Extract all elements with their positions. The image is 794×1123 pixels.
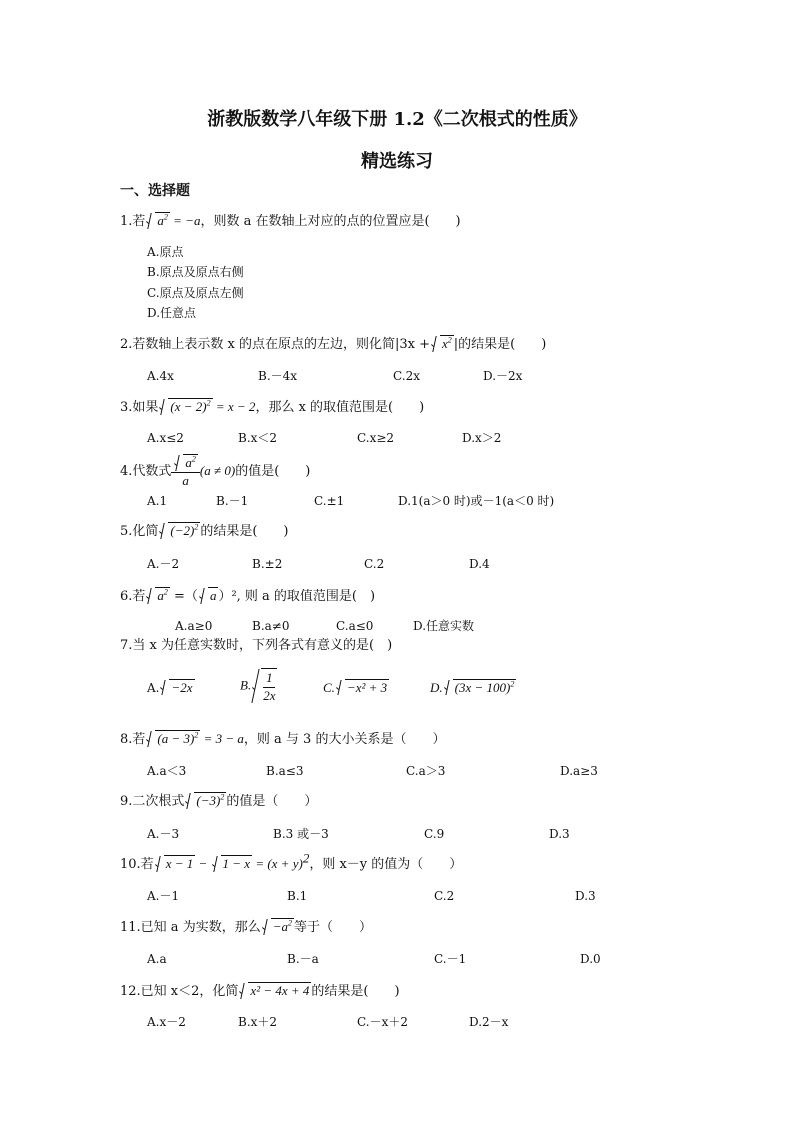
- q2-radicand: x: [442, 336, 448, 351]
- q1-sqrt: $a^2$: [146, 212, 170, 230]
- q8-prefix: 8.若: [120, 732, 146, 747]
- q10-radicand-1: x − 1: [165, 856, 194, 871]
- q8-option-c: C.a＞3: [406, 764, 446, 778]
- q2-option-d: D.－2x: [483, 369, 523, 383]
- q4-option-b: B.－1: [216, 494, 249, 508]
- q11-option-a: A.a: [147, 952, 167, 966]
- q10-sqrt-2: [212, 855, 253, 873]
- q7-option-d-radicand: (3x − 100): [454, 680, 511, 695]
- q9-suffix: 的值是（ ）: [226, 794, 318, 809]
- q1-prefix: 1.若: [120, 214, 146, 229]
- q7-option-b-numerator: 1: [263, 669, 275, 688]
- q2-option-c: C.2x: [393, 369, 420, 383]
- q9-radicand: (−3): [196, 793, 221, 808]
- q7-option-b-label: B.: [240, 677, 252, 693]
- question-9: [120, 792, 317, 811]
- q6-radicand: a: [157, 588, 164, 603]
- q6-sqrt: $a^2$: [146, 587, 170, 605]
- q5-sqrt: $(-2)^2$: [159, 522, 200, 540]
- q1-option-a: A.原点: [147, 245, 184, 259]
- q8-equation: = 3 − a: [200, 731, 244, 746]
- q12-option-c: C.－x＋2: [357, 1015, 408, 1029]
- q6-radicand-2: a: [209, 588, 217, 603]
- q3-sqrt: $(x - 2)^2$: [159, 398, 212, 416]
- q10-suffix: ，则 x－y 的值为（ ）: [309, 857, 463, 872]
- q9-prefix: 9.二次根式: [120, 794, 185, 809]
- q7-option-c-label: C.: [323, 680, 335, 695]
- document-title: 浙教版数学八年级下册 1.2《二次根式的性质》: [207, 109, 587, 130]
- q5-option-a: A.－2: [147, 557, 180, 571]
- q3-equation: = x − 2: [212, 399, 256, 414]
- q3-option-b: B.x＜2: [238, 431, 278, 445]
- q1-equation: = −a: [169, 213, 201, 228]
- question-8: [120, 730, 445, 749]
- q6-option-a: A.a≥0: [175, 619, 213, 633]
- q7-option-a: [147, 679, 195, 696]
- q6-suffix: ）², 则 a 的取值范围是( ): [218, 589, 376, 604]
- q1-option-c: C.原点及原点左侧: [147, 286, 244, 300]
- question-3: [120, 398, 424, 417]
- q4-option-d: D.1(a＞0 时)或－1(a＜0 时): [398, 494, 555, 508]
- q8-suffix: ，则 a 与 3 的大小关系是（ ）: [243, 732, 446, 747]
- q3-option-a: A.x≤2: [147, 431, 184, 445]
- q8-option-a: A.a＜3: [147, 764, 187, 778]
- q10-option-d: D.3: [575, 889, 596, 903]
- q12-sqrt: [239, 982, 311, 1000]
- q12-prefix: 12.已知 x＜2，化简: [120, 984, 239, 999]
- q5-option-d: D.4: [469, 557, 490, 571]
- q7-option-c: [323, 679, 389, 696]
- question-1: [120, 212, 461, 231]
- q4-condition: (a ≠ 0): [199, 463, 236, 478]
- document-subtitle: 精选练习: [361, 151, 433, 172]
- q3-option-c: C.x≥2: [357, 431, 395, 445]
- question-7: 7.当 x 为任意实数时，下列各式有意义的是( ): [120, 638, 393, 653]
- q7-option-c-radicand: −x² + 3: [346, 680, 388, 695]
- q7-option-a-label: A.: [147, 681, 160, 695]
- q7-option-b-sqrt: [252, 668, 277, 704]
- q1-suffix: ，则数 a 在数轴上对应的点的位置应是( ): [200, 214, 461, 229]
- q4-fraction: $\frac{a^2}{a}$: [171, 454, 200, 489]
- q7-option-d: [430, 679, 516, 696]
- question-6: [120, 587, 375, 606]
- q4-denominator: a: [182, 473, 189, 488]
- q5-radicand: (−2): [170, 523, 195, 538]
- q2-sqrt: $x^2$: [431, 335, 454, 353]
- q6-option-d: D.任意实数: [413, 619, 475, 633]
- q10-prefix: 10.若: [120, 857, 154, 872]
- q10-minus: −: [195, 856, 211, 871]
- q5-suffix: 的结果是( ): [200, 524, 289, 539]
- q4-prefix: 4.代数式: [120, 464, 172, 479]
- q9-option-c: C.9: [424, 827, 445, 841]
- q12-option-a: A.x－2: [147, 1015, 186, 1029]
- q2-option-a: A.4x: [147, 369, 174, 383]
- q7-option-a-sqrt: [160, 679, 194, 696]
- q3-suffix: ，那么 x 的取值范围是( ): [255, 400, 425, 415]
- q10-sqrt-1: [155, 855, 196, 873]
- question-12: [120, 982, 400, 1001]
- q7-option-d-sqrt: $(3x - 100)^2$: [444, 679, 517, 696]
- q3-prefix: 3.如果: [120, 400, 159, 415]
- q10-radicand-2: 1 − x: [222, 856, 251, 871]
- q2-prefix: 2.若数轴上表示数 x 的点在原点的左边，则化简|3x +: [120, 337, 431, 352]
- q9-sqrt: $(-3)^2$: [185, 792, 226, 810]
- q6-equation: =（: [169, 589, 198, 604]
- q4-option-a: A.1: [147, 494, 168, 508]
- q7-option-c-sqrt: [336, 679, 389, 696]
- q10-option-b: B.1: [287, 889, 308, 903]
- question-2: [120, 335, 546, 354]
- q9-option-b: B.3 或－3: [273, 827, 329, 841]
- q11-option-c: C.－1: [434, 952, 467, 966]
- q3-radicand: (x − 2): [170, 399, 207, 414]
- q7-option-b: [240, 668, 277, 704]
- q6-prefix: 6.若: [120, 589, 146, 604]
- q8-option-b: B.a≤3: [266, 764, 304, 778]
- question-11: [120, 918, 372, 937]
- q4-suffix: 的值是( ): [235, 464, 311, 479]
- q5-option-b: B.±2: [252, 557, 283, 571]
- q3-option-d: D.x＞2: [462, 431, 502, 445]
- q4-numerator: a: [185, 455, 192, 470]
- q4-option-c: C.±1: [314, 494, 345, 508]
- q10-option-a: A.－1: [147, 889, 180, 903]
- q1-option-d: D.任意点: [147, 306, 197, 320]
- q12-radicand: x² − 4x + 4: [250, 983, 310, 998]
- q7-option-b-denominator: 2x: [263, 688, 276, 703]
- question-5: [120, 522, 289, 541]
- q2-option-b: B.－4x: [258, 369, 298, 383]
- q11-prefix: 11.已知 a 为实数，那么: [120, 920, 261, 935]
- q2-suffix: |的结果是( ): [453, 337, 547, 352]
- q11-radicand: −a: [272, 919, 288, 934]
- q1-option-b: B.原点及原点右侧: [147, 265, 244, 279]
- q11-option-d: D.0: [580, 952, 601, 966]
- q6-sqrt-2: [199, 587, 219, 605]
- q9-option-d: D.3: [549, 827, 570, 841]
- q12-suffix: 的结果是( ): [311, 984, 400, 999]
- q12-option-d: D.2－x: [469, 1015, 509, 1029]
- question-10: 10.若 $x - 1 - 1 - x = (x + y)^2$，则 x－y 的值为（ ）: [120, 850, 463, 872]
- q11-option-b: B.－a: [287, 952, 319, 966]
- q1-radicand: a: [157, 213, 164, 228]
- q5-option-c: C.2: [364, 557, 385, 571]
- section-title: 一、选择题: [120, 183, 190, 199]
- q6-option-b: B.a≠0: [252, 619, 290, 633]
- q5-prefix: 5.化简: [120, 524, 159, 539]
- q10-equation: = (x + y): [252, 856, 303, 871]
- q8-sqrt: $(a - 3)^2$: [146, 730, 200, 748]
- q11-sqrt: $-a^2$: [262, 918, 294, 936]
- q10-option-c: C.2: [434, 889, 455, 903]
- q8-radicand: (a − 3): [157, 731, 195, 746]
- q7-option-a-radicand: −2x: [171, 680, 193, 695]
- q6-option-c: C.a≤0: [336, 619, 374, 633]
- q11-suffix: 等于（ ）: [293, 920, 372, 935]
- question-4: [120, 454, 310, 489]
- q8-option-d: D.a≥3: [560, 764, 598, 778]
- q12-option-b: B.x＋2: [238, 1015, 278, 1029]
- q9-option-a: A.－3: [147, 827, 180, 841]
- q7-option-d-label: D.: [430, 680, 443, 695]
